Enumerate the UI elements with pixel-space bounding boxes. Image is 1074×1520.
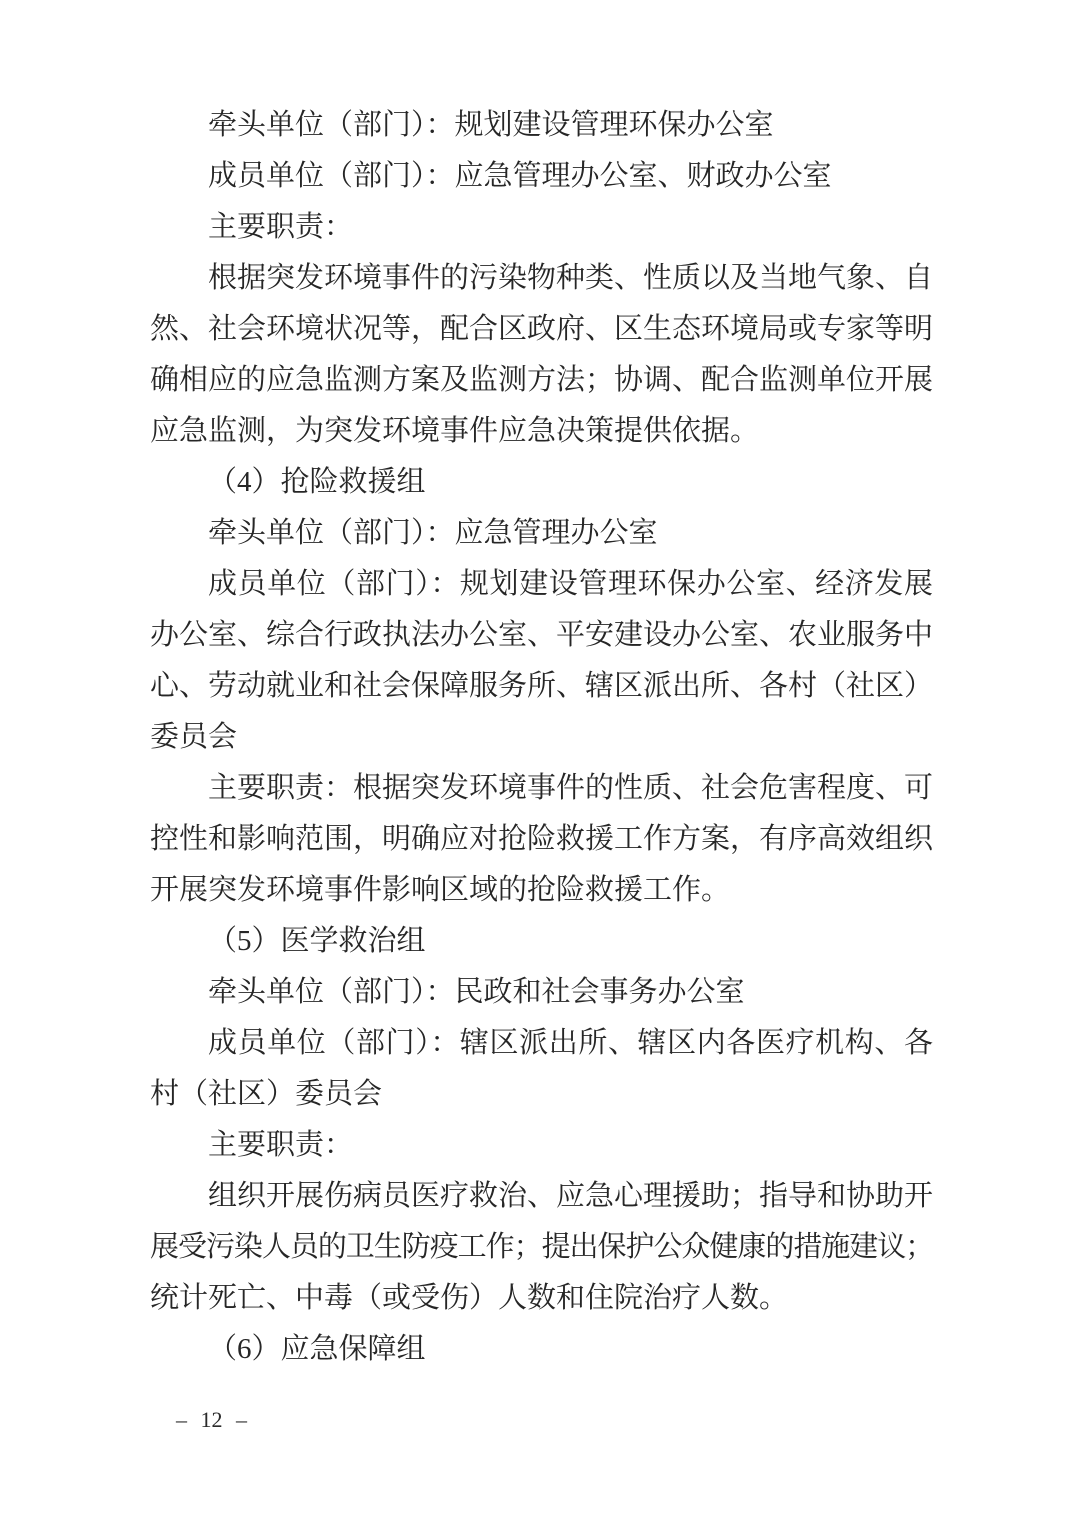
main-duties-label: 主要职责： [208,211,354,243]
duties-text-line: 主要职责：根据突发环境事件的性质、社会危害程度、可 [208,772,934,804]
section-5-heading: （5）医学救治组 [208,925,426,957]
member-unit-continuation: 村（社区）委员会 [150,1078,383,1110]
main-duties-label: 主要职责： [208,1129,354,1161]
duties-text-line: 统计死亡、中毒（或受伤）人数和住院治疗人数。 [150,1282,789,1314]
section-4-heading: （4）抢险救援组 [208,466,426,498]
lead-unit-line: 牵头单位（部门）：规划建设管理环保办公室 [208,109,774,141]
lead-unit-line: 牵头单位（部门）：民政和社会事务办公室 [208,976,745,1008]
duties-text-line: 确相应的应急监测方案及监测方法；协调、配合监测单位开展 [150,364,934,396]
duties-text-line: 然、社会环境状况等，配合区政府、区生态环境局或专家等明 [150,313,934,345]
member-unit-line: 成员单位（部门）：规划建设管理环保办公室、经济发展 [208,568,933,600]
lead-unit-line: 牵头单位（部门）：应急管理办公室 [208,517,658,549]
section-6-heading: （6）应急保障组 [208,1333,426,1365]
duties-text-line: 组织开展伤病员医疗救治、应急心理援助；指导和协助开 [208,1180,934,1212]
duties-text-line: 根据突发环境事件的污染物种类、性质以及当地气象、自 [208,262,934,294]
member-unit-continuation: 办公室、综合行政执法办公室、平安建设办公室、农业服务中 [150,619,934,651]
duties-text-line: 应急监测，为突发环境事件应急决策提供依据。 [150,415,760,447]
duties-text-line: 开展突发环境事件影响区域的抢险救援工作。 [150,874,731,906]
member-unit-continuation: 心、劳动就业和社会保障服务所、辖区派出所、各村（社区） [150,670,934,702]
member-unit-continuation: 委员会 [150,721,238,753]
page-number: – 12 – [176,1407,247,1432]
member-unit-line: 成员单位（部门）：应急管理办公室、财政办公室 [208,160,832,192]
member-unit-line: 成员单位（部门）：辖区派出所、辖区内各医疗机构、各 [208,1027,933,1059]
duties-text-line: 展受污染人员的卫生防疫工作；提出保护公众健康的措施建议； [150,1231,933,1263]
duties-text-line: 控性和影响范围，明确应对抢险救援工作方案，有序高效组织 [150,823,934,855]
document-body [150,100,933,1375]
